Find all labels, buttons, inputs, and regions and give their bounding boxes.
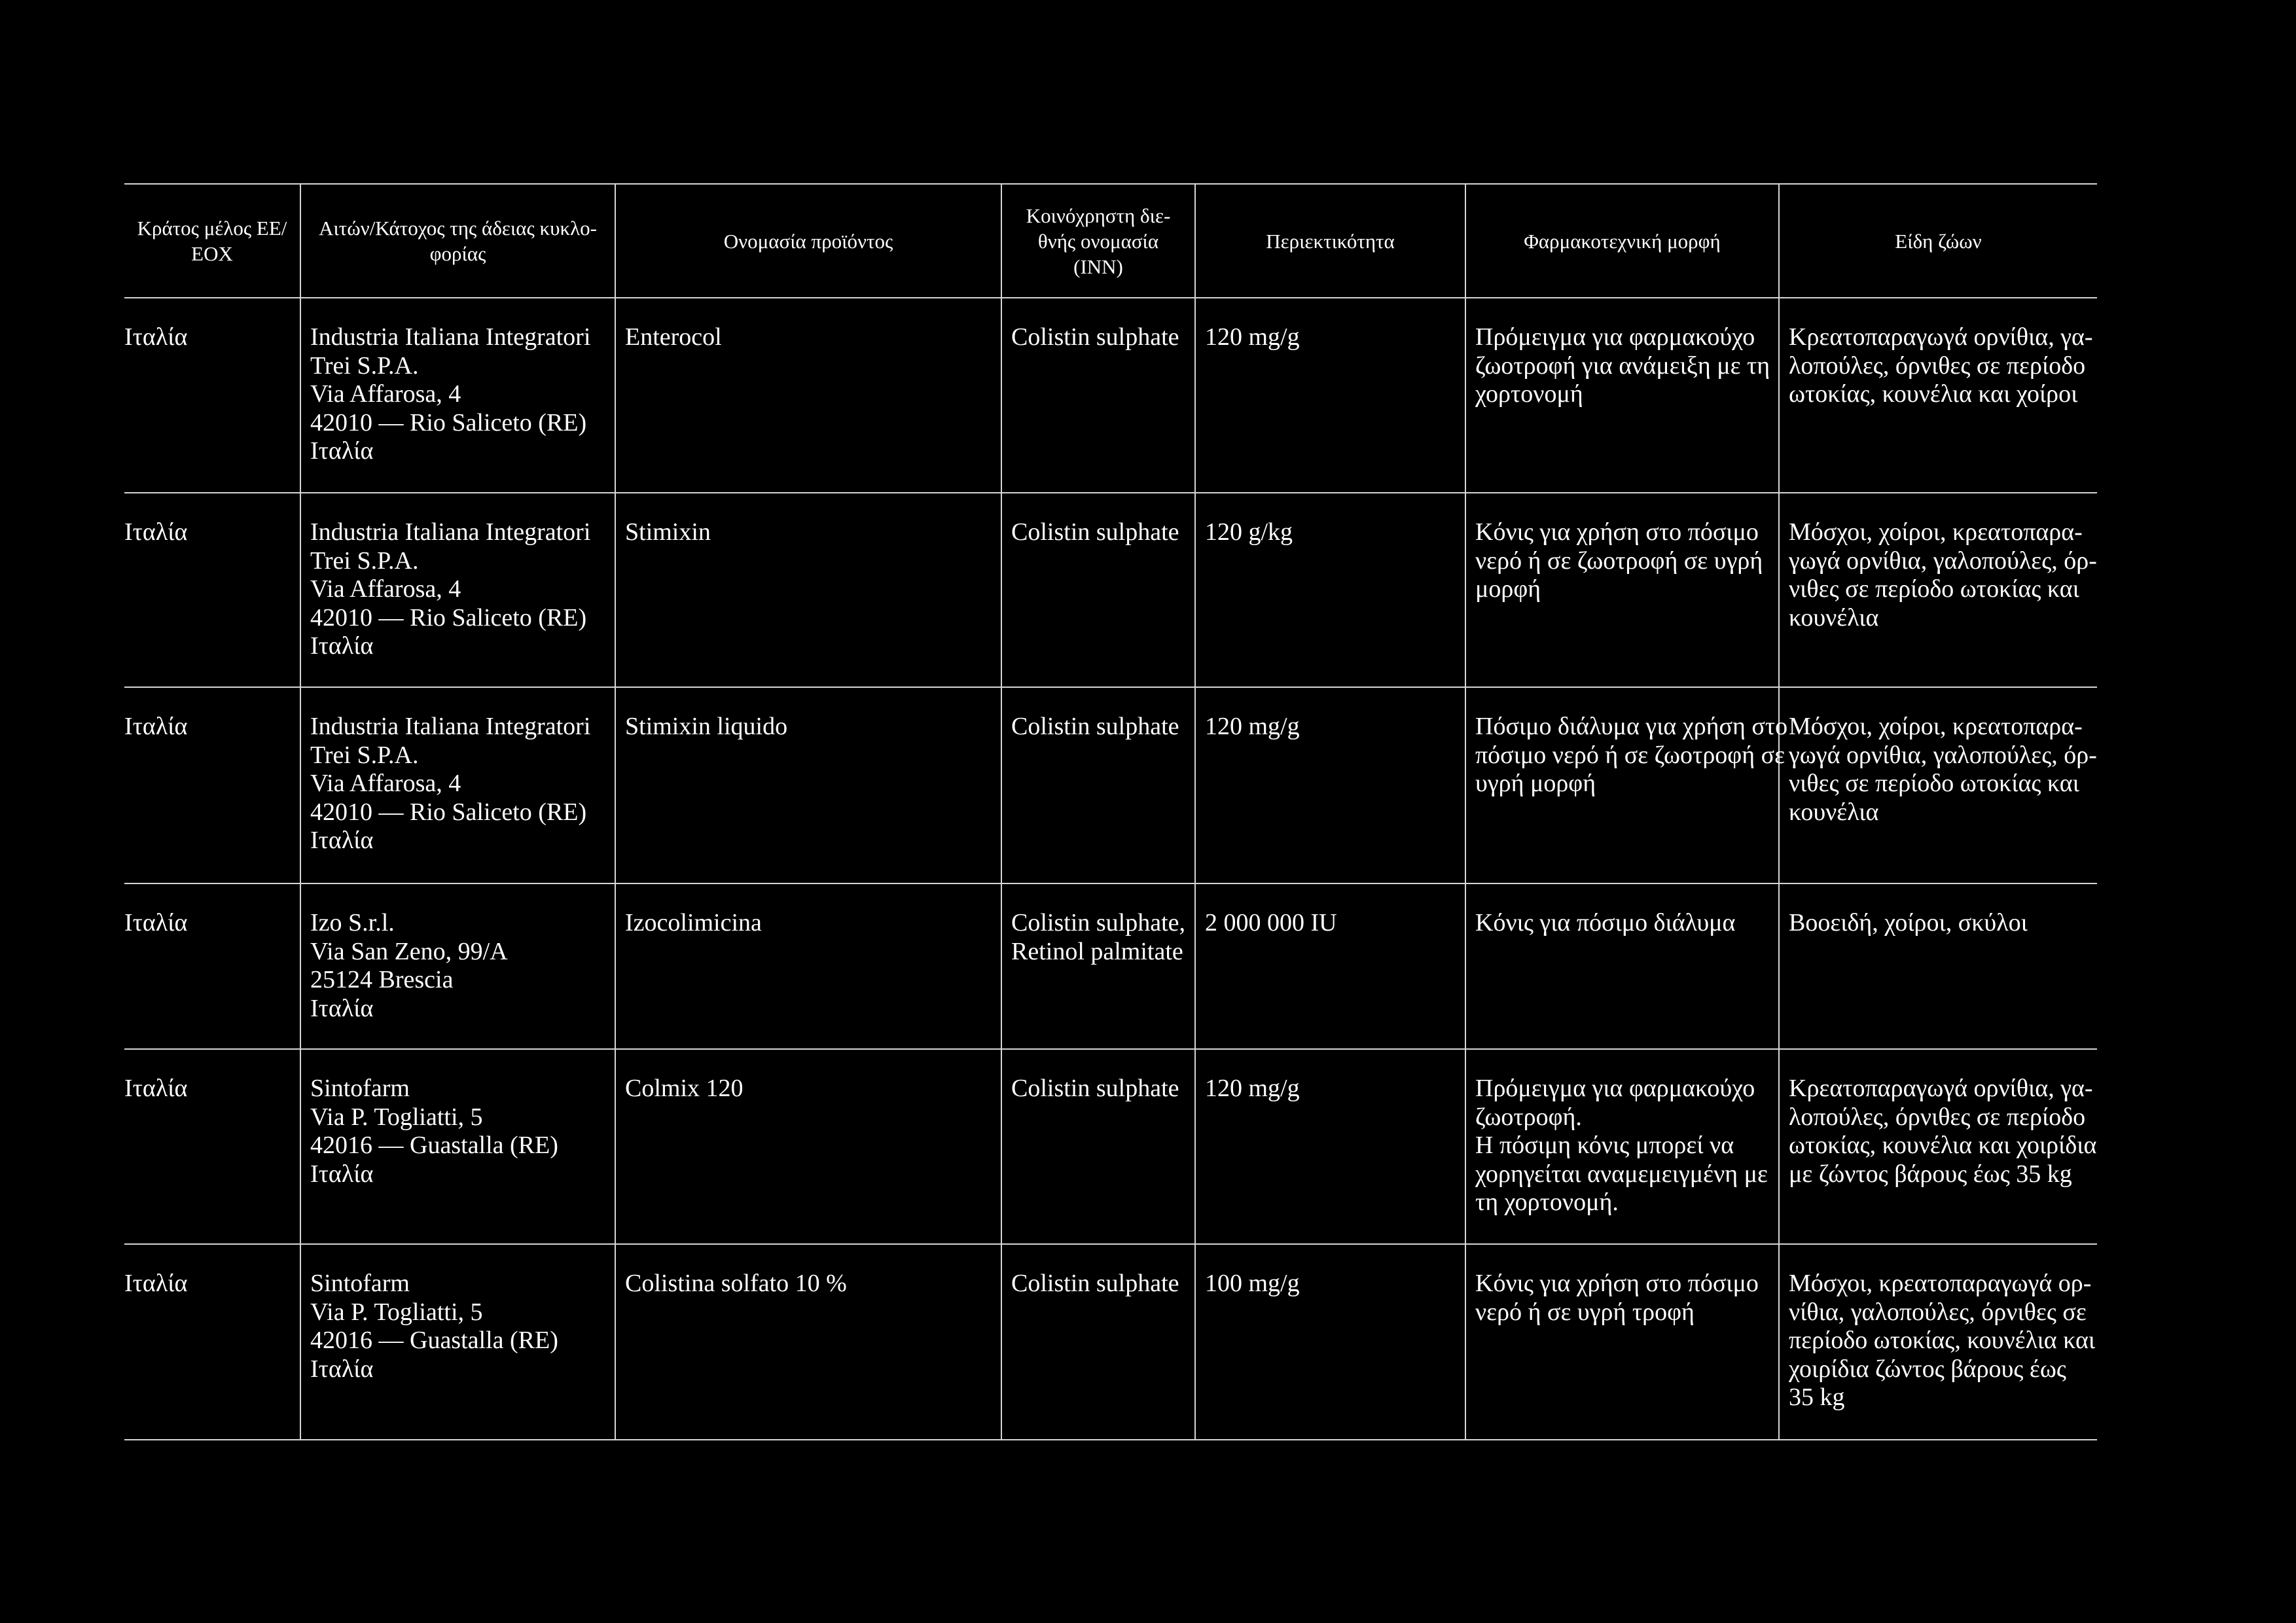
cell-strength — [1195, 1049, 1465, 1244]
cell-strength — [1195, 1244, 1465, 1440]
cell-strength — [1195, 883, 1465, 1049]
cell-holder-line: Ιταλία — [310, 994, 374, 1022]
cell-form-line: Η πόσιμη κόνις μπορεί να — [1475, 1132, 1734, 1160]
cell-form-line: πόσιμο νερό ή σε ζωοτροφή σε — [1475, 741, 1785, 769]
cell-holder-line: Via Affarosa, 4 — [310, 380, 461, 408]
header-product — [615, 184, 1001, 298]
cell-species-line: κουνέλια — [1789, 798, 1879, 826]
cell-holder-line: Industria Italiana Integratori — [310, 323, 591, 351]
cell-species-line: Μόσχοι, κρεατοπαραγωγά ορ- — [1789, 1270, 2092, 1297]
table-header — [124, 184, 2097, 298]
table-row — [124, 1049, 2097, 1244]
cell-strength — [1195, 493, 1465, 687]
header-strength — [1195, 184, 1465, 298]
cell-inn — [1001, 1049, 1195, 1244]
cell-holder-line: Ιταλία — [310, 1160, 374, 1188]
cell-inn-line: Retinol palmitate — [1011, 937, 1183, 965]
authorisation-table — [124, 183, 2097, 1440]
cell-country — [124, 687, 300, 883]
cell-species-line: περίοδο ωτοκίας, κουνέλια και — [1789, 1327, 2096, 1355]
cell-form-line: χορηγείται αναμεμειγμένη με — [1475, 1160, 1768, 1188]
header-inn-line: Κοινόχρηστη διε- — [1026, 204, 1171, 227]
cell-holder — [300, 493, 615, 687]
cell-strength-line: 120 g/kg — [1205, 518, 1293, 546]
cell-product-line: Colistina solfato 10 % — [625, 1270, 847, 1297]
cell-product — [615, 493, 1001, 687]
cell-species — [1779, 298, 2097, 493]
cell-form — [1465, 1244, 1779, 1440]
cell-species — [1779, 493, 2097, 687]
cell-species-line: ωτοκίας, κουνέλια και χοίροι — [1789, 380, 2078, 408]
cell-strength-line: 120 mg/g — [1205, 713, 1300, 740]
header-country-line: ΕΟΧ — [191, 242, 233, 265]
cell-species-line: με ζώντος βάρους έως 35 kg — [1789, 1160, 2072, 1188]
cell-inn-line: Colistin sulphate — [1011, 713, 1179, 740]
cell-product — [615, 298, 1001, 493]
cell-form-line: ζωοτροφή. — [1475, 1103, 1582, 1131]
cell-species — [1779, 883, 2097, 1049]
header-form — [1465, 184, 1779, 298]
cell-species-line: Μόσχοι, χοίροι, κρεατοπαρα- — [1789, 518, 2083, 546]
cell-form-line: Πρόμειγμα για φαρμακούχο — [1475, 1075, 1755, 1102]
cell-strength — [1195, 298, 1465, 493]
cell-holder-line: Via Affarosa, 4 — [310, 770, 461, 798]
cell-product — [615, 1244, 1001, 1440]
table-row — [124, 883, 2097, 1049]
cell-form-line: Πρόμειγμα για φαρμακούχο — [1475, 323, 1755, 351]
cell-form-line: ζωοτροφή για ανάμειξη με τη — [1475, 351, 1770, 380]
table-row — [124, 1244, 2097, 1440]
cell-holder-line: Sintofarm — [310, 1075, 410, 1102]
cell-holder-line: Via P. Togliatti, 5 — [310, 1298, 483, 1326]
header-country — [124, 184, 300, 298]
cell-strength-line: 120 mg/g — [1205, 1075, 1300, 1102]
cell-species — [1779, 1244, 2097, 1440]
cell-form-line: μορφή — [1475, 575, 1541, 603]
cell-species-line: νιθες σε περίοδο ωτοκίας και — [1789, 575, 2079, 603]
cell-product-line: Stimixin liquido — [625, 713, 788, 740]
cell-strength-line: 120 mg/g — [1205, 323, 1300, 351]
cell-species-line: ωτοκίας, κουνέλια και χοιρίδια — [1789, 1132, 2097, 1160]
cell-holder — [300, 298, 615, 493]
cell-holder-line: Industria Italiana Integratori — [310, 518, 591, 546]
header-form-line: Φαρμακοτεχνική μορφή — [1524, 229, 1721, 253]
cell-product — [615, 883, 1001, 1049]
cell-inn — [1001, 1244, 1195, 1440]
cell-inn-line: Colistin sulphate — [1011, 1270, 1179, 1297]
cell-inn-line: Colistin sulphate, — [1011, 909, 1185, 936]
cell-product-line: Colmix 120 — [625, 1075, 744, 1102]
cell-holder-line: Trei S.P.A. — [310, 546, 419, 575]
cell-form-line: Πόσιμο διάλυμα για χρήση στο — [1475, 713, 1788, 740]
cell-holder-line: Ιταλία — [310, 632, 374, 660]
cell-country-line: Ιταλία — [124, 323, 188, 351]
cell-holder-line: Industria Italiana Integratori — [310, 713, 591, 740]
table-row — [124, 687, 2097, 883]
cell-form — [1465, 298, 1779, 493]
cell-species-line: κουνέλια — [1789, 603, 1879, 632]
cell-form-line: τη χορτονομή. — [1475, 1188, 1619, 1217]
cell-form — [1465, 1049, 1779, 1244]
cell-form-line: υγρή μορφή — [1475, 770, 1596, 798]
cell-species-line: Βοοειδή, χοίροι, σκύλοι — [1789, 909, 2028, 936]
header-species-line: Είδη ζώων — [1895, 229, 1982, 253]
cell-species-line: Κρεατοπαραγωγά ορνίθια, γα- — [1789, 1075, 2093, 1102]
cell-holder-line: Ιταλία — [310, 827, 374, 855]
cell-country — [124, 1049, 300, 1244]
header-species — [1779, 184, 2097, 298]
cell-product-line: Izocolimicina — [625, 909, 762, 936]
cell-holder — [300, 883, 615, 1049]
cell-holder-line: Ιταλία — [310, 437, 374, 465]
header-product-line: Ονομασία προϊόντος — [723, 229, 893, 253]
cell-holder-line: 25124 Brescia — [310, 966, 454, 994]
cell-form — [1465, 687, 1788, 883]
cell-form — [1465, 493, 1779, 687]
cell-species-line: λοπούλες, όρνιθες σε περίοδο — [1789, 1103, 2086, 1131]
cell-holder — [300, 1244, 615, 1440]
header-inn — [1001, 184, 1195, 298]
cell-form — [1465, 883, 1779, 1049]
cell-holder-line: 42010 — Rio Saliceto (RE) — [310, 603, 587, 632]
cell-species-line: γωγά ορνίθια, γαλοπούλες, όρ- — [1789, 546, 2097, 575]
cell-holder-line: Ιταλία — [310, 1355, 374, 1383]
cell-form-line: Κόνις για χρήση στο πόσιμο — [1475, 1270, 1759, 1297]
cell-species-line: νιθες σε περίοδο ωτοκίας και — [1789, 770, 2079, 798]
cell-species-line: γωγά ορνίθια, γαλοπούλες, όρ- — [1789, 741, 2097, 769]
cell-holder-line: Izo S.r.l. — [310, 909, 395, 936]
cell-holder — [300, 1049, 615, 1244]
cell-country — [124, 1244, 300, 1440]
cell-inn — [1001, 493, 1195, 687]
cell-product — [615, 1049, 1001, 1244]
cell-holder-line: 42016 — Guastalla (RE) — [310, 1132, 558, 1160]
cell-form-line: Κόνις για πόσιμο διάλυμα — [1475, 909, 1736, 936]
cell-country — [124, 493, 300, 687]
table-row — [124, 298, 2097, 493]
cell-holder-line: Via P. Togliatti, 5 — [310, 1103, 483, 1131]
cell-inn-line: Colistin sulphate — [1011, 323, 1179, 351]
cell-form-line: νερό ή σε ζωοτροφή σε υγρή — [1475, 546, 1763, 575]
cell-holder-line: 42010 — Rio Saliceto (RE) — [310, 408, 587, 437]
cell-inn-line: Colistin sulphate — [1011, 518, 1179, 546]
cell-inn-line: Colistin sulphate — [1011, 1075, 1179, 1102]
cell-form-line: Κόνις για χρήση στο πόσιμο — [1475, 518, 1759, 546]
cell-species-line: νίθια, γαλοπούλες, όρνιθες σε — [1789, 1298, 2087, 1326]
cell-holder-line: Trei S.P.A. — [310, 741, 419, 769]
cell-inn — [1001, 687, 1195, 883]
cell-strength — [1195, 687, 1465, 883]
cell-species-line: λοπούλες, όρνιθες σε περίοδο — [1789, 351, 2086, 380]
cell-country-line: Ιταλία — [124, 909, 188, 936]
header-country-line: Κράτος μέλος ΕΕ/ — [137, 217, 287, 240]
cell-product — [615, 687, 1001, 883]
header-row — [124, 184, 2097, 298]
cell-country-line: Ιταλία — [124, 518, 188, 546]
cell-country-line: Ιταλία — [124, 713, 188, 740]
cell-species-line: 35 kg — [1789, 1383, 1845, 1412]
table-row — [124, 493, 2097, 687]
header-holder — [300, 184, 615, 298]
header-inn-line: θνής ονομασία — [1037, 229, 1159, 253]
cell-country-line: Ιταλία — [124, 1075, 188, 1102]
header-holder-line: Αιτών/Κάτοχος της άδειας κυκλο- — [319, 217, 597, 240]
cell-species-line: χοιρίδια ζώντος βάρους έως — [1789, 1355, 2066, 1383]
cell-holder-line: Sintofarm — [310, 1270, 410, 1297]
cell-species — [1779, 1049, 2097, 1244]
cell-holder-line: Via San Zeno, 99/A — [310, 937, 508, 965]
cell-holder-line: 42016 — Guastalla (RE) — [310, 1327, 558, 1355]
cell-holder-line: Trei S.P.A. — [310, 351, 419, 380]
cell-holder-line: Via Affarosa, 4 — [310, 575, 461, 603]
cell-form-line: χορτονομή — [1475, 380, 1583, 408]
cell-inn — [1001, 883, 1195, 1049]
cell-holder — [300, 687, 615, 883]
header-strength-line: Περιεκτικότητα — [1266, 229, 1395, 253]
header-inn-line: (INN) — [1073, 255, 1123, 278]
table-body — [124, 298, 2097, 1440]
cell-strength-line: 100 mg/g — [1205, 1270, 1300, 1297]
cell-country-line: Ιταλία — [124, 1270, 188, 1297]
cell-country — [124, 298, 300, 493]
cell-product-line: Stimixin — [625, 518, 711, 546]
cell-holder-line: 42010 — Rio Saliceto (RE) — [310, 798, 587, 826]
cell-species-line: Κρεατοπαραγωγά ορνίθια, γα- — [1789, 323, 2093, 351]
cell-species — [1779, 687, 2097, 883]
header-holder-line: φορίας — [429, 242, 486, 265]
cell-country — [124, 883, 300, 1049]
cell-product-line: Enterocol — [625, 323, 722, 351]
cell-inn — [1001, 298, 1195, 493]
cell-strength-line: 2 000 000 IU — [1205, 909, 1337, 936]
cell-form-line: νερό ή σε υγρή τροφή — [1475, 1298, 1695, 1326]
cell-species-line: Μόσχοι, χοίροι, κρεατοπαρα- — [1789, 713, 2083, 740]
